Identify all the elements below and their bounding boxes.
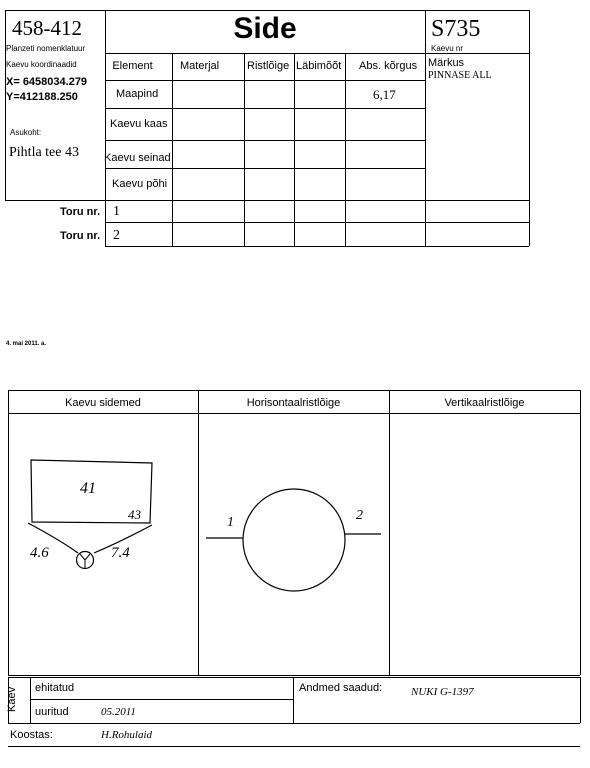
data-source-value: NUKI G-1397	[411, 686, 474, 698]
surveyed-label: uuritud	[35, 706, 69, 718]
col-header-material: Materjal	[180, 60, 220, 72]
location-caption: Asukoht:	[10, 128, 42, 137]
sheet-code-caption: Planzeti nomenklatuur	[6, 44, 86, 53]
compiled-label: Koostas:	[10, 729, 53, 741]
section-pipe-label-2: 2	[356, 508, 363, 523]
coord-x: X= 6458034.279	[6, 76, 88, 88]
col-header-diameter: Läbimõõt	[296, 60, 342, 72]
kaev-label: Kaev	[6, 686, 18, 712]
header-vertical-section: Vertikaalristlõige	[444, 397, 525, 409]
location-value: Pihtla tee 43	[9, 145, 79, 160]
section-pipe-label-1: 1	[227, 515, 234, 530]
col-header-element: Element	[112, 60, 153, 72]
pipe-label-2: Toru nr.	[60, 230, 101, 242]
well-circle	[243, 489, 345, 591]
well-symbol-mark	[80, 554, 90, 568]
header-horizontal-section: Horisontaalristlõige	[246, 397, 341, 409]
date-line: 4. mai 2011. a.	[6, 341, 47, 347]
well-number-caption: Kaevu nr	[431, 44, 464, 53]
sheet-code: 458-412	[12, 16, 82, 40]
col-header-abs-height: Abs. kõrgus	[359, 60, 418, 72]
sketch-house-no: 43	[128, 507, 141, 522]
sketch-building-no: 41	[80, 480, 96, 497]
sketch-distance-right: 7.4	[111, 545, 130, 561]
col-header-cross-section: Ristlõige	[247, 60, 290, 72]
col-header-remark: Märkus	[428, 57, 465, 69]
row-element-ground: Maapind	[116, 88, 159, 100]
remark-value: PINNASE ALL	[428, 70, 492, 81]
horizontal-section-drawing	[200, 480, 388, 600]
pipe-number-1: 1	[113, 204, 120, 219]
pipe-number-2: 2	[113, 228, 120, 243]
built-label: ehitatud	[35, 682, 75, 694]
coords-caption: Kaevu koordinaadid	[6, 60, 77, 69]
row-element-lid: Kaevu kaas	[110, 118, 168, 130]
row-element-bottom: Kaevu põhi	[112, 178, 168, 190]
well-number: S735	[431, 16, 481, 42]
header-well-links: Kaevu sidemed	[65, 397, 141, 409]
pipe-label-1: Toru nr.	[60, 206, 101, 218]
surveyed-date: 05.2011	[101, 706, 136, 718]
sketch-distance-left: 4.6	[30, 545, 49, 561]
row-abs-height-ground: 6,17	[373, 87, 396, 102]
page-title: Side	[233, 12, 297, 45]
row-element-walls: Kaevu seinad	[104, 152, 171, 164]
data-source-label: Andmed saadud:	[299, 682, 383, 694]
compiled-by: H.Rohulaid	[101, 729, 153, 741]
coord-y: Y=412188.250	[6, 91, 78, 103]
